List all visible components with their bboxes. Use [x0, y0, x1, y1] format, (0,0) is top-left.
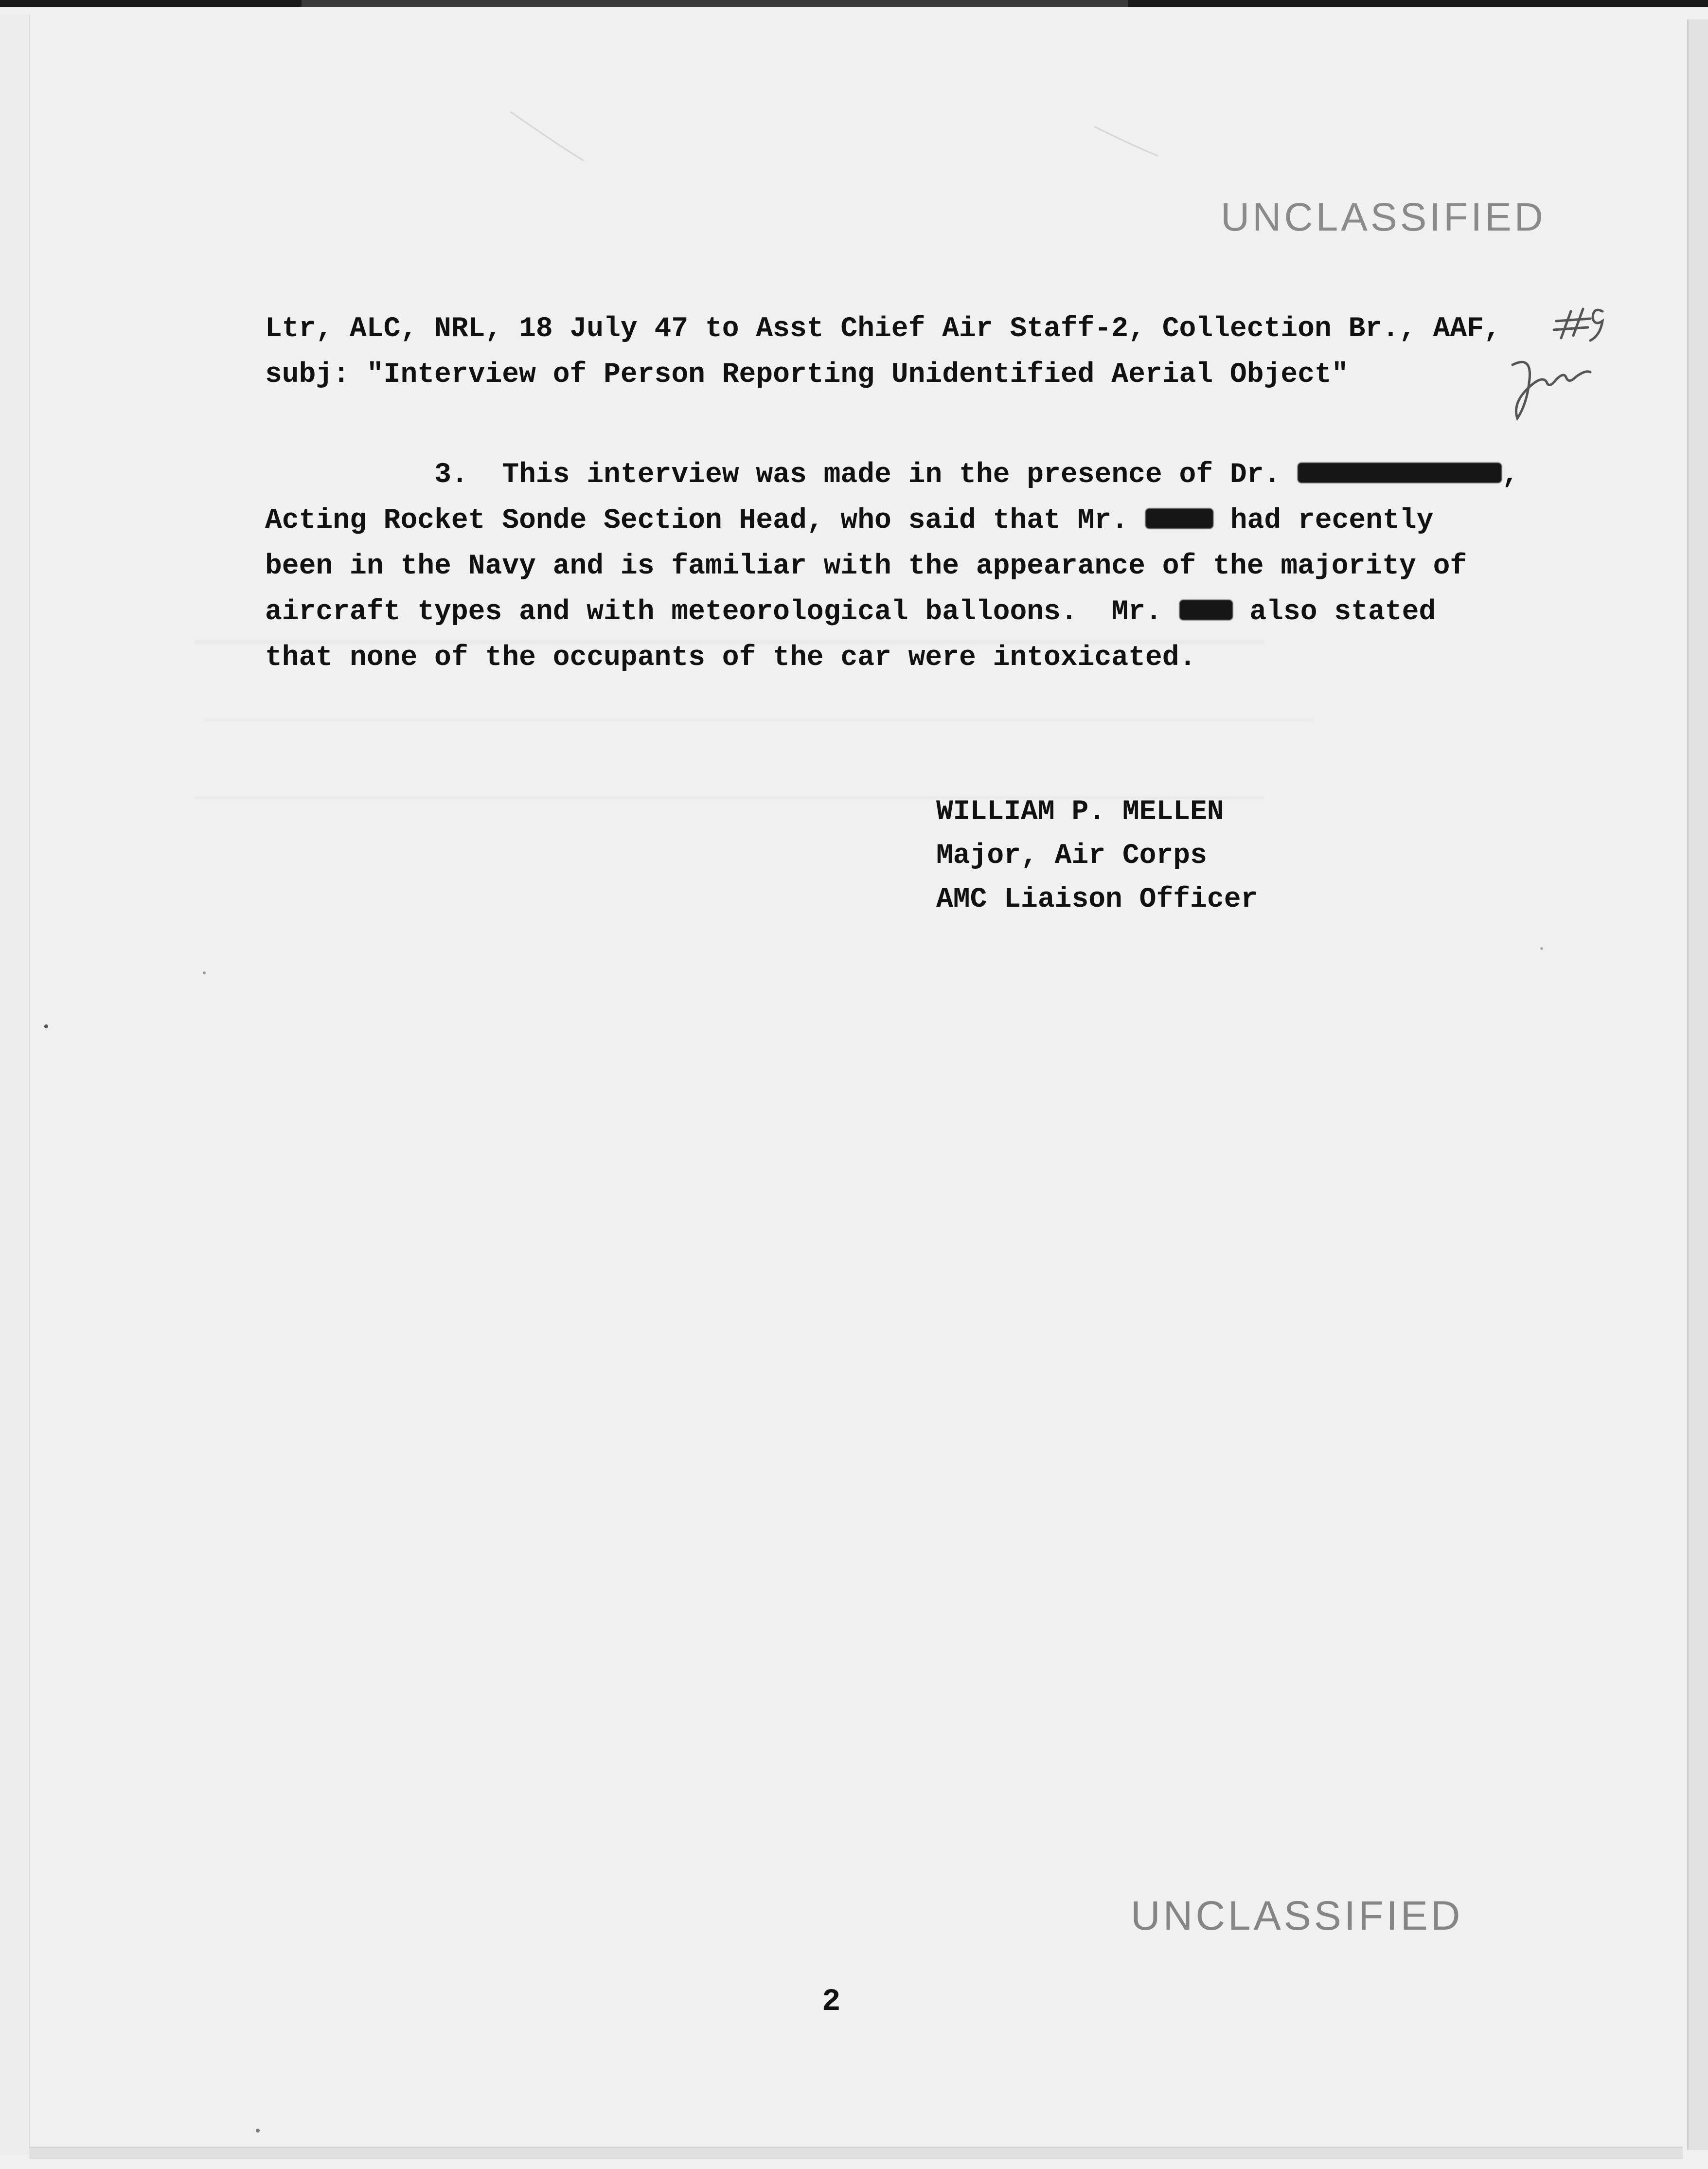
redaction-block	[1179, 600, 1233, 620]
paragraph-line-1: This interview was made in the presence of Dr.	[502, 459, 1298, 491]
paragraph-number: 3.	[434, 459, 468, 491]
redaction-block	[1145, 508, 1213, 529]
signature-rank: Major, Air Corps	[936, 840, 1207, 872]
signature-name: WILLIAM P. MELLEN	[936, 796, 1224, 828]
reference-line	[265, 306, 1501, 398]
paragraph-line-3: been in the Navy and is familiar with the appearance of the majority of	[265, 551, 1467, 582]
paragraph-3	[265, 452, 1519, 681]
signature-title: AMC Liaison Officer	[936, 884, 1258, 915]
paragraph-line-1-end: ,	[1502, 459, 1519, 491]
handwritten-note	[1503, 292, 1610, 438]
paragraph-line-4: aircraft types and with meteorological balloons. Mr.	[265, 596, 1179, 628]
unclassified-stamp-top: UNCLASSIFIED	[1221, 195, 1546, 239]
redaction-block	[1298, 463, 1502, 483]
unclassified-stamp-bottom: UNCLASSIFIED	[1131, 1893, 1463, 1938]
paragraph-line-4-end: also stated	[1232, 596, 1436, 628]
signature-block	[936, 790, 1258, 922]
page-number: 2	[822, 1985, 841, 2020]
paragraph-line-2: Acting Rocket Sonde Section Head, who said that Mr.	[265, 505, 1145, 537]
reference-line-2: subj: "Interview of Person Reporting Unidentified Aerial Object"	[265, 359, 1349, 391]
reference-line-1: Ltr, ALC, NRL, 18 July 47 to Asst Chief Air Staff-2, Collection Br., AAF,	[265, 313, 1501, 345]
paragraph-line-2-end: had recently	[1213, 505, 1434, 537]
paragraph-line-5: that none of the occupants of the car were intoxicated.	[265, 642, 1196, 674]
